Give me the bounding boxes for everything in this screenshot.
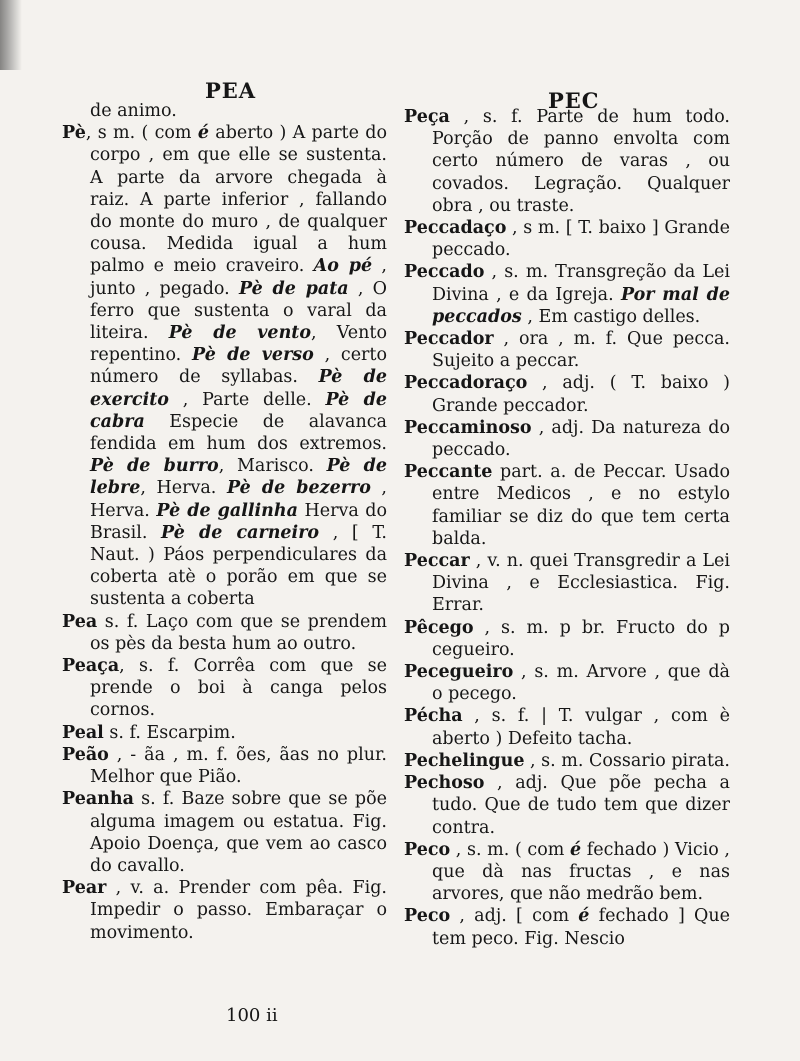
- entry-definition-text: , [ T. Naut. ) Páos perpendiculares da coberta atè o porão em que se sustenta a coberta: [90, 522, 387, 610]
- dictionary-entry: [404, 461, 730, 550]
- entry-definition-text: , Vento repentino.: [90, 323, 387, 366]
- entry-italic-phrase: Pè de lebre: [90, 456, 388, 499]
- entry-definition-text: , adj. Da natureza do peccado.: [432, 417, 730, 461]
- entry-definition-text: , adj. ( T. baixo ) Grande peccador.: [432, 373, 730, 416]
- page-number: 100 ii: [226, 1005, 278, 1026]
- entry-headword: Peaça: [62, 656, 120, 677]
- entry-definition-text: Especie de alavanca fendida em hum dos extremos.: [90, 411, 387, 455]
- dictionary-entry: [62, 877, 387, 944]
- entry-definition-text: fechado ] Que tem peco. Fig. Nescio: [432, 906, 730, 949]
- dictionary-entry: [62, 744, 387, 788]
- entry-headword: Pêcego: [404, 617, 474, 638]
- entry-definition-text: , s. m. ( com: [450, 839, 570, 860]
- entry-definition-text: , v. n. quei Transgredir a Lei Divina , e Ecclesiastica. Fig. Errar.: [432, 551, 730, 616]
- entry-definition-text: , s. m. Transgreção da Lei Divina , e da Igreja.: [432, 262, 730, 305]
- entry-italic-phrase: Pè de gallinha: [156, 500, 298, 521]
- dictionary-entry: [404, 617, 730, 661]
- entry-definition-text: , ora , m. f. Que pecca. Sujeito a peccar.: [432, 329, 730, 372]
- entry-definition-text: fechado ) Vicio , que dà nas fructas , e nas arvores, que não medrão bem.: [432, 839, 730, 905]
- entry-headword: Peco: [404, 906, 451, 927]
- entry-definition-text: , - ãa , m. f. ões, ãas no plur. Melhor que Pião.: [90, 744, 387, 788]
- dictionary-entry: [404, 261, 730, 328]
- entry-headword: Peccado: [404, 262, 485, 283]
- entry-headword: Peccante: [404, 462, 493, 483]
- entry-italic-phrase: Pè de pata: [238, 278, 349, 299]
- dictionary-entry: [62, 100, 387, 122]
- entry-definition-text: , s. f. Corrêa com que se prende o boi à canga pelos cornos.: [90, 656, 387, 721]
- dictionary-entry: [62, 788, 387, 877]
- entry-definition-text: , Herva.: [140, 478, 227, 499]
- dictionary-entry: [404, 661, 730, 705]
- entry-headword: Peão: [62, 744, 109, 765]
- entry-headword: Pechelingue: [404, 750, 525, 771]
- running-head-right: PEC: [548, 88, 600, 113]
- entry-definition-text: , s m. ( com: [85, 123, 198, 144]
- dictionary-entry: [62, 655, 387, 722]
- left-column: [62, 100, 387, 944]
- entry-italic-phrase: Pè de bezerro: [226, 478, 371, 499]
- dictionary-entry: [404, 839, 730, 906]
- entry-definition-text: s. f. Baze sobre que se põe alguma imagem ou estatua. Fig. Apoio Doença, que vem ao casco do cavallo.: [90, 789, 387, 876]
- entry-headword: Peco: [404, 839, 451, 860]
- entry-definition-text: , s. m. p br. Fructo do p cegueiro.: [432, 617, 730, 660]
- dictionary-entry: [62, 722, 387, 744]
- entry-headword: Pea: [62, 611, 98, 632]
- entry-headword: Pear: [62, 878, 107, 899]
- entry-definition-text: , s m. [ T. baixo ] Grande peccado.: [432, 218, 730, 261]
- entry-definition-text: , s. m. Cossario pirata.: [524, 750, 730, 771]
- entry-headword: Pécha: [404, 706, 463, 727]
- entry-definition-text: , Em castigo delles.: [521, 306, 701, 327]
- entry-definition-text: de animo.: [90, 101, 177, 121]
- entry-headword: Peça: [404, 107, 450, 127]
- entry-definition-text: , adj. Que põe pecha a tudo. Que de tudo tem que dizer contra.: [432, 773, 730, 838]
- entry-italic-phrase: Pè de verso: [192, 345, 314, 366]
- entry-definition-text: , Herva.: [90, 478, 387, 521]
- entry-definition-text: s. f. Laço com que se prendem os pès da besta hum ao outro.: [90, 611, 387, 654]
- dictionary-entry: [62, 122, 387, 610]
- entry-italic-phrase: Pè de vento: [168, 323, 312, 344]
- dictionary-entry: [404, 705, 730, 749]
- entry-definition-text: part. a. de Peccar. Usado entre Medicos , e no estylo familiar se diz do que tem certa balda.: [432, 462, 730, 549]
- dictionary-entry: [404, 328, 730, 372]
- dictionary-entry: [404, 106, 730, 217]
- entry-definition-text: s. f. Escarpim.: [103, 722, 236, 743]
- entry-definition-text: , Parte delle.: [168, 389, 326, 410]
- entry-headword: Peccador: [404, 329, 494, 350]
- entry-italic-phrase: Pè de exercito: [90, 367, 387, 410]
- entry-definition-text: , junto , pegado.: [90, 256, 387, 299]
- entry-italic-phrase: Por mal de peccados: [432, 284, 730, 327]
- dictionary-entry: [404, 217, 730, 261]
- entry-headword: Peccar: [404, 551, 470, 572]
- dictionary-entry: [404, 550, 730, 617]
- dictionary-entry: [404, 905, 730, 949]
- entry-italic-phrase: Pè de carneiro: [161, 522, 320, 543]
- entry-headword: Peccadoraço: [404, 373, 528, 394]
- entry-headword: Peanha: [62, 789, 134, 810]
- entry-italic-phrase: é: [578, 906, 590, 927]
- entry-italic-phrase: Pè de cabra: [90, 389, 387, 432]
- entry-definition-text: , O ferro que sustenta o varal da liteira.: [90, 278, 387, 344]
- entry-headword: Pechoso: [404, 773, 485, 794]
- dictionary-entry: [62, 611, 387, 655]
- right-column: [404, 106, 730, 950]
- entry-definition-text: , v. a. Prender com pêa. Fig. Impedir o passo. Embaraçar o movimento.: [90, 878, 387, 943]
- dictionary-entry: [404, 772, 730, 839]
- entry-italic-phrase: Pè de burro: [90, 456, 219, 477]
- entry-headword: Peccaminoso: [404, 417, 532, 438]
- page-edge-shadow: [0, 0, 22, 70]
- running-head-left: PEA: [205, 78, 257, 103]
- entry-definition-text: , s. f. | T. vulgar , com è aberto ) Defeito tacha.: [432, 706, 730, 749]
- dictionary-entry: [404, 372, 730, 416]
- entry-definition-text: , s. f. Parte de hum todo. Porção de panno envolta com certo número de varas , ou covados. Legração. Qualquer obra , ou traste.: [432, 107, 730, 216]
- entry-definition-text: , s. m. Arvore , que dà o pecego.: [432, 662, 730, 705]
- entry-headword: Pè: [62, 123, 86, 144]
- entry-headword: Pecegueiro: [404, 662, 514, 683]
- entry-definition-text: , adj. [ com: [450, 906, 579, 927]
- dictionary-entry: [404, 417, 730, 461]
- dictionary-entry: [404, 750, 730, 772]
- entry-italic-phrase: é: [569, 839, 582, 860]
- entry-definition-text: , certo número de syllabas.: [90, 345, 387, 388]
- entry-definition-text: Herva do Brasil.: [90, 500, 388, 543]
- entry-headword: Peal: [62, 722, 104, 743]
- entry-italic-phrase: é: [197, 123, 209, 144]
- entry-headword: Peccadaço: [404, 218, 507, 239]
- entry-italic-phrase: Ao pé: [313, 256, 373, 277]
- entry-definition-text: , Marisco.: [218, 456, 327, 477]
- entry-definition-text: aberto ) A parte do corpo , em que elle se sustenta. A parte da arvore chegada à raiz. A parte inferior , fallando do monte do muro , de qualquer cousa. Medida igual a hum palmo e meio craveiro.: [90, 123, 387, 277]
